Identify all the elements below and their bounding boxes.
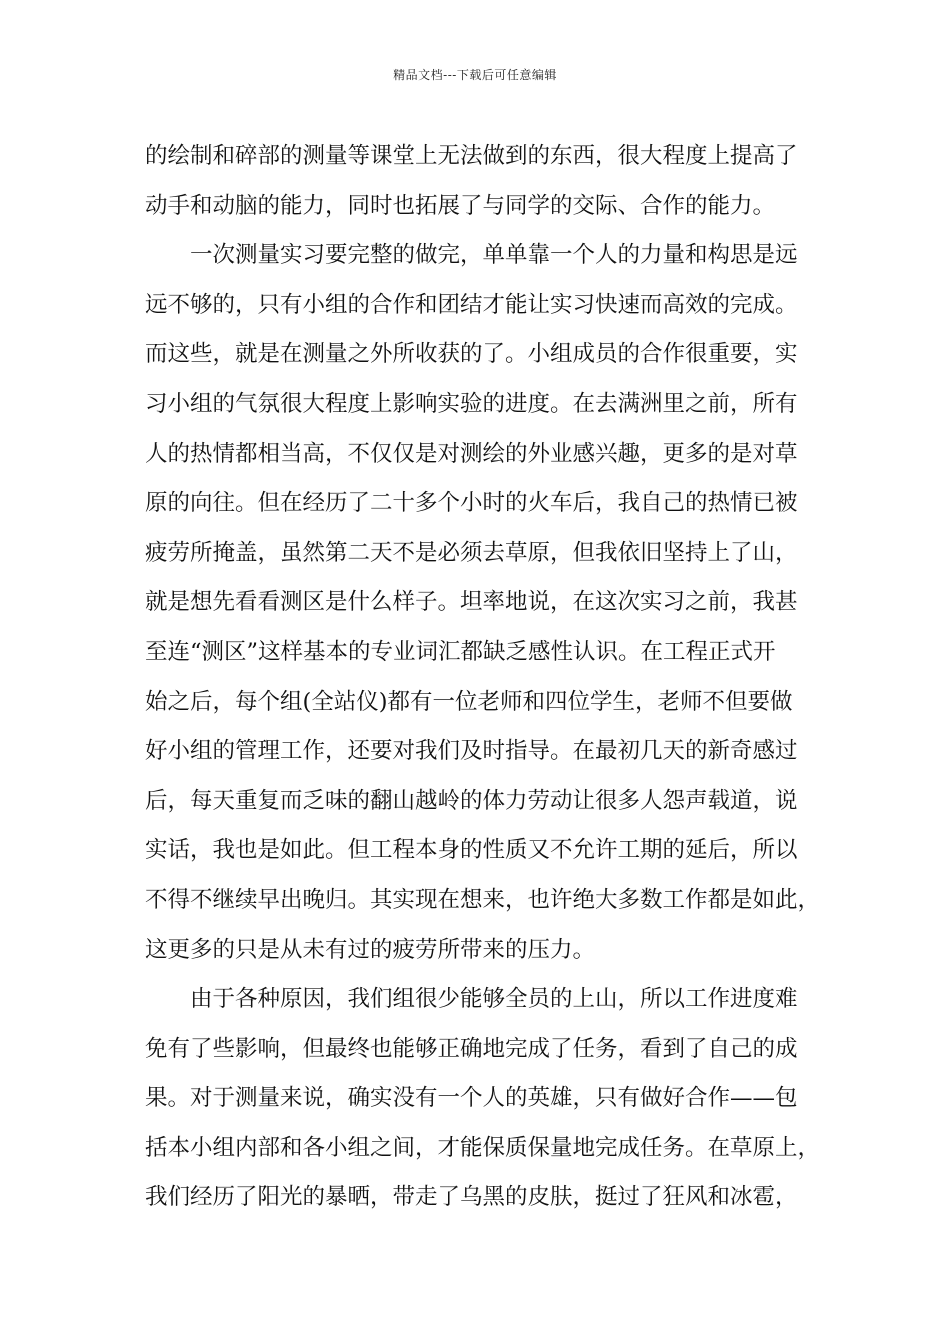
text-line: 疲劳所掩盖，虽然第二天不是必须去草原，但我依旧坚持上了山， xyxy=(145,539,798,566)
text-line: 好小组的管理工作，还要对我们及时指导。在最初几天的新奇感过 xyxy=(145,738,798,765)
text-line: 实话，我也是如此。但工程本身的性质又不允许工期的延后，所以 xyxy=(145,837,798,864)
text-line: 这更多的只是从未有过的疲劳所带来的压力。 xyxy=(145,936,596,963)
text-line: 始之后，每个组(全站仪)都有一位老师和四位学生，老师不但要做 xyxy=(145,688,793,715)
text-line: 就是想先看看测区是什么样子。坦率地说，在这次实习之前，我甚 xyxy=(145,589,798,616)
text-line: 习小组的气氛很大程度上影响实验的进度。在去满洲里之前，所有 xyxy=(145,390,798,417)
text-line: 不得不继续早出晚归。其实现在想来，也许绝大多数工作都是如此， xyxy=(145,886,821,913)
text-line: 动手和动脑的能力，同时也拓展了与同学的交际、合作的能力。 xyxy=(145,192,776,219)
text-line: 一次测量实习要完整的做完，单单靠一个人的力量和构思是远 xyxy=(145,242,798,269)
text-line: 由于各种原因，我们组很少能够全员的上山，所以工作进度难 xyxy=(145,986,798,1013)
text-line: 人的热情都相当高，不仅仅是对测绘的外业感兴趣，更多的是对草 xyxy=(145,440,798,467)
text-line: 至连“测区”这样基本的专业词汇都缺乏感性认识。在工程正式开 xyxy=(145,638,776,665)
text-line: 果。对于测量来说，确实没有一个人的英雄，只有做好合作——包 xyxy=(145,1085,798,1112)
text-line: 后，每天重复而乏味的翻山越岭的体力劳动让很多人怨声载道，说 xyxy=(145,787,798,814)
body-text xyxy=(145,132,825,1223)
text-line: 括本小组内部和各小组之间，才能保质保量地完成任务。在草原上， xyxy=(145,1134,821,1161)
text-line: 而这些，就是在测量之外所收获的了。小组成员的合作很重要，实 xyxy=(145,341,798,368)
page-header: 精品文档---下载后可任意编辑 xyxy=(393,68,557,82)
text-line: 远不够的，只有小组的合作和团结才能让实习快速而高效的完成。 xyxy=(145,291,798,318)
text-line: 原的向往。但在经历了二十多个小时的火车后，我自己的热情已被 xyxy=(145,490,798,517)
text-line: 免有了些影响，但最终也能够正确地完成了任务，看到了自己的成 xyxy=(145,1035,798,1062)
text-line: 我们经历了阳光的暴晒，带走了乌黑的皮肤，挺过了狂风和冰雹， xyxy=(145,1184,798,1211)
text-line: 的绘制和碎部的测量等课堂上无法做到的东西，很大程度上提高了 xyxy=(145,143,798,169)
